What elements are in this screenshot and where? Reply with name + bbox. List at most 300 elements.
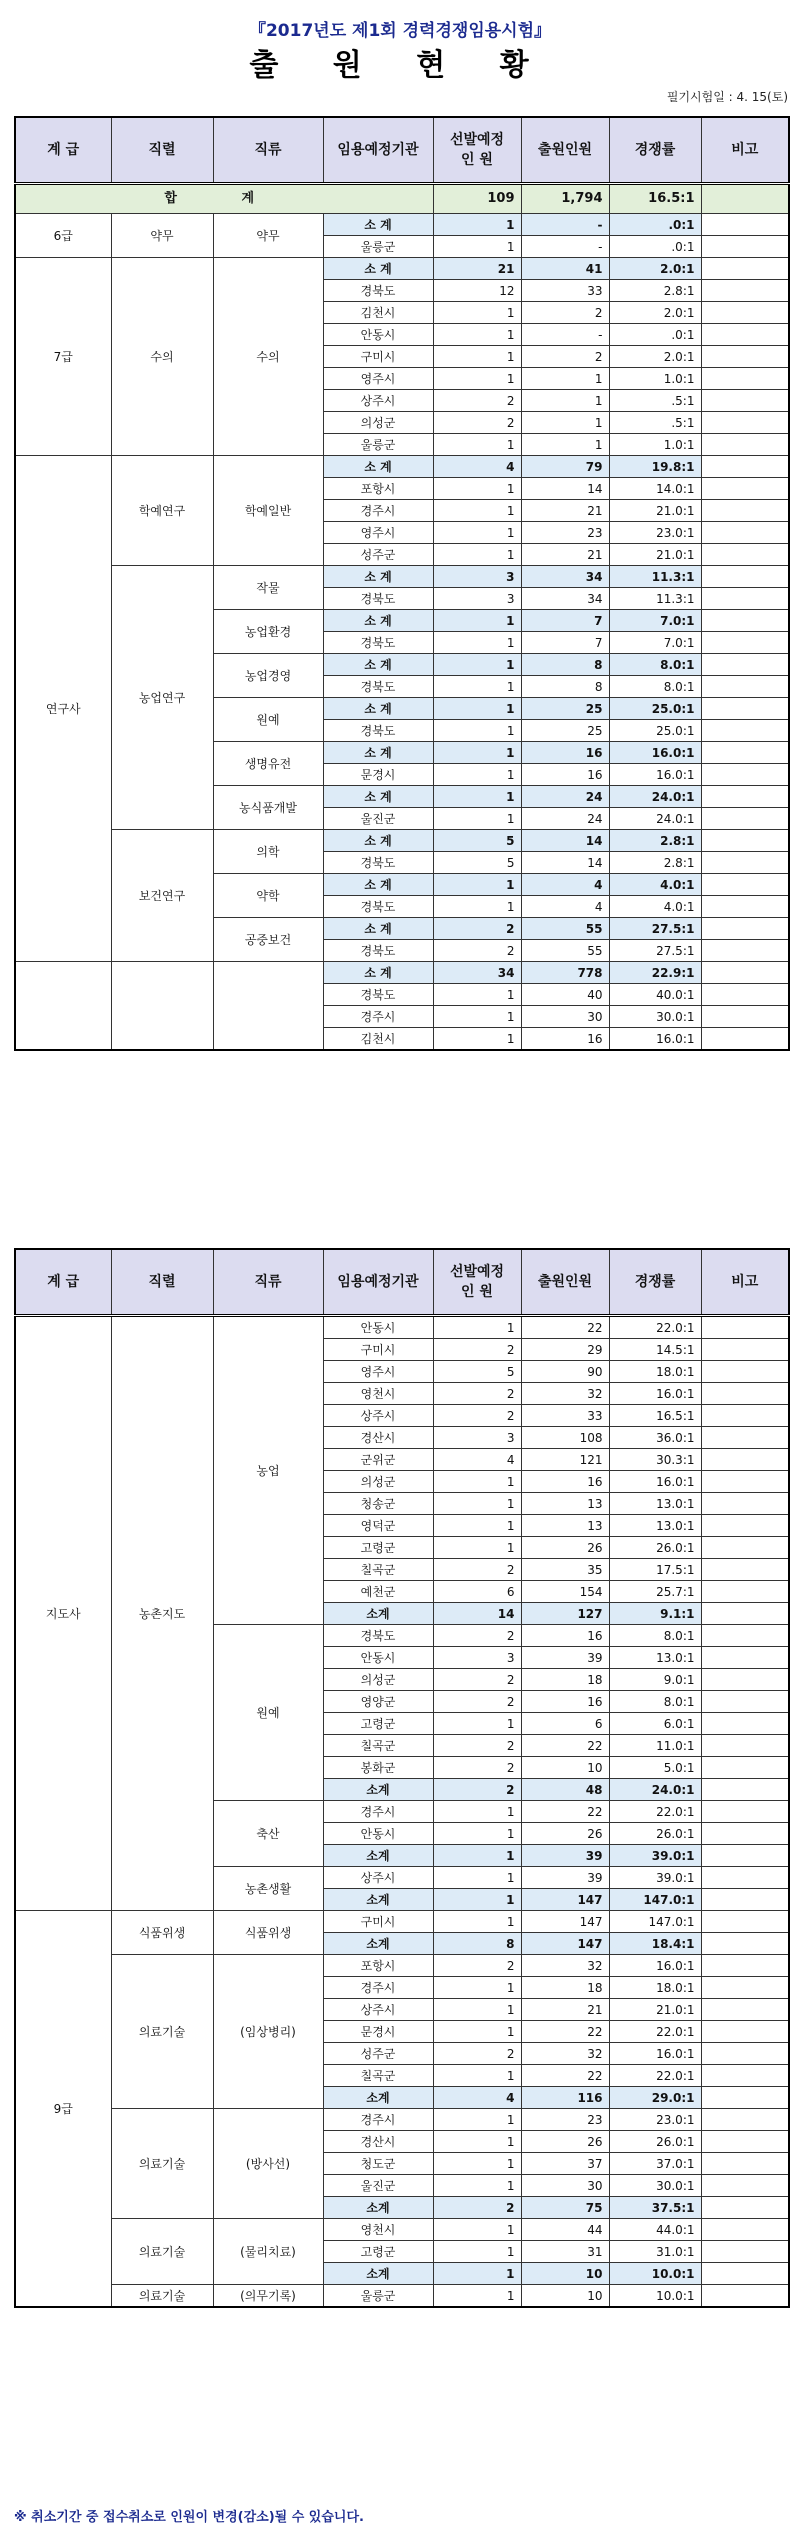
applicants-cell: 26 <box>521 2131 609 2153</box>
ratio-cell: 1.0:1 <box>609 368 701 390</box>
planned-cell: 6 <box>433 1581 521 1603</box>
applicants-cell: 48 <box>521 1779 609 1801</box>
grand-total-ratio: 16.5:1 <box>609 184 701 214</box>
org-cell: 소계 <box>323 1889 433 1911</box>
note-cell <box>701 1471 789 1493</box>
org-cell: 문경시 <box>323 764 433 786</box>
planned-cell: 1 <box>433 654 521 676</box>
note-cell <box>701 1977 789 1999</box>
planned-cell: 1 <box>433 2109 521 2131</box>
applicants-cell: 13 <box>521 1493 609 1515</box>
note-cell <box>701 1625 789 1647</box>
note-cell <box>701 940 789 962</box>
subtotal-row <box>15 962 789 984</box>
org-cell: 상주시 <box>323 1867 433 1889</box>
planned-cell: 1 <box>433 1801 521 1823</box>
applicants-cell: 33 <box>521 280 609 302</box>
note-cell <box>701 984 789 1006</box>
category-cell: 학예일반 <box>213 456 323 566</box>
org-cell: 예천군 <box>323 1581 433 1603</box>
col-series: 직렬 <box>111 117 213 184</box>
applicants-cell: 21 <box>521 500 609 522</box>
org-cell: 영주시 <box>323 1361 433 1383</box>
applicants-cell: 22 <box>521 1316 609 1339</box>
applicants-cell: 41 <box>521 258 609 280</box>
applicant-table-part-1 <box>14 116 790 1051</box>
ratio-cell: 16.0:1 <box>609 742 701 764</box>
org-cell: 상주시 <box>323 1999 433 2021</box>
planned-cell: 1 <box>433 808 521 830</box>
org-cell: 고령군 <box>323 1537 433 1559</box>
org-cell: 상주시 <box>323 1405 433 1427</box>
applicants-cell: 14 <box>521 852 609 874</box>
ratio-cell: .0:1 <box>609 236 701 258</box>
note-cell <box>701 742 789 764</box>
ratio-cell: 14.0:1 <box>609 478 701 500</box>
applicants-cell: 1 <box>521 390 609 412</box>
planned-cell: 1 <box>433 434 521 456</box>
ratio-cell: 9.0:1 <box>609 1669 701 1691</box>
table-row <box>15 1316 789 1339</box>
applicants-cell: 30 <box>521 1006 609 1028</box>
note-cell <box>701 2021 789 2043</box>
ratio-cell: 13.0:1 <box>609 1647 701 1669</box>
note-cell <box>701 1845 789 1867</box>
applicants-cell: 10 <box>521 1757 609 1779</box>
col-applicants: 출원인원 <box>521 1249 609 1316</box>
note-cell <box>701 698 789 720</box>
org-cell: 소계 <box>323 1779 433 1801</box>
table-row <box>15 1911 789 1933</box>
org-cell: 소 계 <box>323 918 433 940</box>
org-cell: 김천시 <box>323 1028 433 1051</box>
org-cell: 소 계 <box>323 874 433 896</box>
note-cell <box>701 1537 789 1559</box>
ratio-cell: 23.0:1 <box>609 2109 701 2131</box>
note-cell <box>701 918 789 940</box>
ratio-cell: 22.0:1 <box>609 1316 701 1339</box>
applicants-cell: 25 <box>521 720 609 742</box>
ratio-cell: 26.0:1 <box>609 1537 701 1559</box>
planned-cell: 21 <box>433 258 521 280</box>
ratio-cell: 19.8:1 <box>609 456 701 478</box>
planned-cell: 5 <box>433 852 521 874</box>
subtotal-row <box>15 830 789 852</box>
org-cell: 문경시 <box>323 2021 433 2043</box>
planned-cell: 1 <box>433 632 521 654</box>
ratio-cell: 22.0:1 <box>609 2021 701 2043</box>
ratio-cell: 40.0:1 <box>609 984 701 1006</box>
series-cell: 약무 <box>111 214 213 258</box>
note-cell <box>701 1647 789 1669</box>
applicants-cell: 13 <box>521 1515 609 1537</box>
applicants-cell: 121 <box>521 1449 609 1471</box>
org-cell: 군위군 <box>323 1449 433 1471</box>
note-cell <box>701 522 789 544</box>
ratio-cell: 147.0:1 <box>609 1889 701 1911</box>
applicants-cell: 1 <box>521 412 609 434</box>
table-row <box>15 1955 789 1977</box>
ratio-cell: 11.3:1 <box>609 566 701 588</box>
category-cell: 작물 <box>213 566 323 610</box>
category-cell: 농업환경 <box>213 610 323 654</box>
note-cell <box>701 1823 789 1845</box>
ratio-cell: 16.0:1 <box>609 764 701 786</box>
note-cell <box>701 2219 789 2241</box>
note-cell <box>701 368 789 390</box>
planned-cell: 12 <box>433 280 521 302</box>
ratio-cell: 24.0:1 <box>609 786 701 808</box>
planned-cell: 2 <box>433 1735 521 1757</box>
series-cell: 식품위생 <box>111 1911 213 1955</box>
grand-total-row <box>15 184 789 214</box>
org-cell: 영덕군 <box>323 1515 433 1537</box>
ratio-cell: 30.0:1 <box>609 2175 701 2197</box>
applicants-cell: 55 <box>521 940 609 962</box>
org-cell: 경북도 <box>323 984 433 1006</box>
ratio-cell: 39.0:1 <box>609 1867 701 1889</box>
note-cell <box>701 1405 789 1427</box>
org-cell: 경북도 <box>323 896 433 918</box>
applicants-cell: - <box>521 214 609 236</box>
planned-cell: 1 <box>433 500 521 522</box>
ratio-cell: 18.0:1 <box>609 1361 701 1383</box>
note-cell <box>701 1801 789 1823</box>
note-cell <box>701 1449 789 1471</box>
grade-cell: 7급 <box>15 258 111 456</box>
org-cell: 봉화군 <box>323 1757 433 1779</box>
ratio-cell: 11.3:1 <box>609 588 701 610</box>
ratio-cell: 26.0:1 <box>609 1823 701 1845</box>
planned-cell: 1 <box>433 1911 521 1933</box>
ratio-cell: 22.0:1 <box>609 2065 701 2087</box>
planned-cell: 5 <box>433 1361 521 1383</box>
ratio-cell: 4.0:1 <box>609 896 701 918</box>
org-cell: 소계 <box>323 2197 433 2219</box>
ratio-cell: 27.5:1 <box>609 940 701 962</box>
note-cell <box>701 896 789 918</box>
planned-cell: 2 <box>433 412 521 434</box>
org-cell: 소계 <box>323 2263 433 2285</box>
ratio-cell: 30.3:1 <box>609 1449 701 1471</box>
org-cell: 칠곡군 <box>323 2065 433 2087</box>
applicants-cell: 22 <box>521 1735 609 1757</box>
note-cell <box>701 390 789 412</box>
category-cell: 수의 <box>213 258 323 456</box>
col-grade: 계 급 <box>15 117 111 184</box>
applicants-cell: 30 <box>521 2175 609 2197</box>
org-cell: 소 계 <box>323 830 433 852</box>
note-cell <box>701 786 789 808</box>
org-cell: 울진군 <box>323 2175 433 2197</box>
applicants-cell: 6 <box>521 1713 609 1735</box>
planned-cell: 1 <box>433 2241 521 2263</box>
note-cell <box>701 1559 789 1581</box>
note-cell <box>701 1361 789 1383</box>
planned-cell: 1 <box>433 742 521 764</box>
applicants-cell: 55 <box>521 918 609 940</box>
planned-cell: 2 <box>433 2043 521 2065</box>
planned-cell: 1 <box>433 1867 521 1889</box>
ratio-cell: 30.0:1 <box>609 1006 701 1028</box>
applicants-cell: 24 <box>521 786 609 808</box>
applicants-cell: 16 <box>521 1028 609 1051</box>
org-cell: 소계 <box>323 1603 433 1625</box>
planned-cell: 1 <box>433 1493 521 1515</box>
grade-cell: 9급 <box>15 1911 111 2308</box>
note-cell <box>701 1955 789 1977</box>
series-cell: 의료기술 <box>111 2219 213 2285</box>
ratio-cell: .5:1 <box>609 390 701 412</box>
ratio-cell: 44.0:1 <box>609 2219 701 2241</box>
applicants-cell: 4 <box>521 874 609 896</box>
org-cell: 의성군 <box>323 1669 433 1691</box>
org-cell: 경북도 <box>323 720 433 742</box>
ratio-cell: .0:1 <box>609 324 701 346</box>
ratio-cell: 5.0:1 <box>609 1757 701 1779</box>
note-cell <box>701 2285 789 2308</box>
applicants-cell: 44 <box>521 2219 609 2241</box>
applicants-cell: 18 <box>521 1977 609 1999</box>
planned-cell: 1 <box>433 1977 521 1999</box>
note-cell <box>701 258 789 280</box>
note-cell <box>701 324 789 346</box>
note-cell <box>701 214 789 236</box>
note-cell <box>701 1669 789 1691</box>
applicant-table-part-2 <box>14 1248 790 2308</box>
planned-cell: 1 <box>433 1713 521 1735</box>
note-cell <box>701 610 789 632</box>
org-cell: 구미시 <box>323 346 433 368</box>
ratio-cell: 13.0:1 <box>609 1493 701 1515</box>
planned-cell: 1 <box>433 2153 521 2175</box>
applicants-cell: 16 <box>521 1691 609 1713</box>
ratio-cell: 21.0:1 <box>609 544 701 566</box>
category-cell: 의학 <box>213 830 323 874</box>
org-cell: 고령군 <box>323 1713 433 1735</box>
applicants-cell: 26 <box>521 1823 609 1845</box>
org-cell: 성주군 <box>323 2043 433 2065</box>
subtotal-row <box>15 566 789 588</box>
applicants-cell: 32 <box>521 2043 609 2065</box>
note-cell <box>701 1603 789 1625</box>
category-cell: 공중보건 <box>213 918 323 962</box>
category-cell: (의무기록) <box>213 2285 323 2308</box>
planned-cell: 1 <box>433 610 521 632</box>
category-cell: 농업경영 <box>213 654 323 698</box>
planned-cell: 1 <box>433 698 521 720</box>
org-cell: 안동시 <box>323 1823 433 1845</box>
applicants-cell: 1 <box>521 368 609 390</box>
note-cell <box>701 2087 789 2109</box>
planned-cell: 5 <box>433 830 521 852</box>
applicants-cell: 23 <box>521 2109 609 2131</box>
planned-cell: 1 <box>433 1537 521 1559</box>
col-grade: 계 급 <box>15 1249 111 1316</box>
col-note: 비고 <box>701 1249 789 1316</box>
note-cell <box>701 280 789 302</box>
note-cell <box>701 654 789 676</box>
note-cell <box>701 1735 789 1757</box>
ratio-cell: 23.0:1 <box>609 522 701 544</box>
applicants-cell: 154 <box>521 1581 609 1603</box>
col-ratio: 경쟁률 <box>609 117 701 184</box>
col-org: 임용예정기관 <box>323 117 433 184</box>
applicants-cell: 16 <box>521 1625 609 1647</box>
series-cell: 수의 <box>111 258 213 456</box>
planned-cell: 2 <box>433 1669 521 1691</box>
org-cell: 경주시 <box>323 1006 433 1028</box>
org-cell: 영양군 <box>323 1691 433 1713</box>
ratio-cell: 14.5:1 <box>609 1339 701 1361</box>
org-cell: 소 계 <box>323 786 433 808</box>
ratio-cell: 10.0:1 <box>609 2263 701 2285</box>
ratio-cell: 4.0:1 <box>609 874 701 896</box>
applicants-cell: 37 <box>521 2153 609 2175</box>
ratio-cell: 2.0:1 <box>609 258 701 280</box>
planned-cell: 1 <box>433 2263 521 2285</box>
planned-cell: 1 <box>433 1316 521 1339</box>
applicants-cell: 4 <box>521 896 609 918</box>
ratio-cell: 2.8:1 <box>609 830 701 852</box>
org-cell: 상주시 <box>323 390 433 412</box>
ratio-cell: 7.0:1 <box>609 610 701 632</box>
planned-cell: 1 <box>433 1999 521 2021</box>
org-cell: 소 계 <box>323 258 433 280</box>
org-cell: 김천시 <box>323 302 433 324</box>
planned-cell: 1 <box>433 522 521 544</box>
col-category: 직류 <box>213 1249 323 1316</box>
ratio-cell: 31.0:1 <box>609 2241 701 2263</box>
ratio-cell: 25.0:1 <box>609 698 701 720</box>
series-cell <box>111 962 213 1051</box>
note-cell <box>701 544 789 566</box>
note-cell <box>701 236 789 258</box>
ratio-cell: 24.0:1 <box>609 1779 701 1801</box>
ratio-cell: 2.8:1 <box>609 280 701 302</box>
planned-cell: 8 <box>433 1933 521 1955</box>
note-cell <box>701 874 789 896</box>
note-cell <box>701 830 789 852</box>
note-cell <box>701 2109 789 2131</box>
planned-cell: 2 <box>433 1625 521 1647</box>
series-cell: 의료기술 <box>111 1955 213 2109</box>
category-cell: 약무 <box>213 214 323 258</box>
ratio-cell: .0:1 <box>609 214 701 236</box>
ratio-cell: 9.1:1 <box>609 1603 701 1625</box>
category-cell: 원예 <box>213 698 323 742</box>
applicants-cell: 2 <box>521 302 609 324</box>
planned-cell: 1 <box>433 896 521 918</box>
note-cell <box>701 1028 789 1051</box>
col-note: 비고 <box>701 117 789 184</box>
planned-cell: 2 <box>433 1779 521 1801</box>
applicants-cell: 14 <box>521 478 609 500</box>
planned-cell: 2 <box>433 1955 521 1977</box>
table-row <box>15 2109 789 2131</box>
applicants-cell: 16 <box>521 764 609 786</box>
planned-cell: 1 <box>433 368 521 390</box>
planned-cell: 1 <box>433 2219 521 2241</box>
org-cell: 포항시 <box>323 478 433 500</box>
ratio-cell: 37.5:1 <box>609 2197 701 2219</box>
note-cell <box>701 434 789 456</box>
ratio-cell: .5:1 <box>609 412 701 434</box>
ratio-cell: 21.0:1 <box>609 500 701 522</box>
org-cell: 경북도 <box>323 280 433 302</box>
applicants-cell: 21 <box>521 544 609 566</box>
category-cell: 생명유전 <box>213 742 323 786</box>
org-cell: 경북도 <box>323 676 433 698</box>
planned-cell: 1 <box>433 874 521 896</box>
ratio-cell: 16.0:1 <box>609 1955 701 1977</box>
exam-date: 필기시험일 : 4. 15(토) <box>666 90 788 104</box>
note-cell <box>701 2131 789 2153</box>
ratio-cell: 22.0:1 <box>609 1801 701 1823</box>
ratio-cell: 39.0:1 <box>609 1845 701 1867</box>
planned-cell: 2 <box>433 390 521 412</box>
note-cell <box>701 2263 789 2285</box>
planned-cell: 14 <box>433 1603 521 1625</box>
planned-cell: 1 <box>433 1889 521 1911</box>
note-cell <box>701 2175 789 2197</box>
org-cell: 영주시 <box>323 368 433 390</box>
subtotal-row <box>15 214 789 236</box>
ratio-cell: 36.0:1 <box>609 1427 701 1449</box>
col-planned <box>433 117 521 184</box>
applicants-cell: - <box>521 324 609 346</box>
org-cell: 경주시 <box>323 1977 433 1999</box>
applicants-cell: 39 <box>521 1845 609 1867</box>
planned-cell: 1 <box>433 324 521 346</box>
applicants-cell: 39 <box>521 1867 609 1889</box>
org-cell: 영천시 <box>323 1383 433 1405</box>
applicants-cell: 127 <box>521 1603 609 1625</box>
applicants-cell: 16 <box>521 742 609 764</box>
applicants-cell: 24 <box>521 808 609 830</box>
ratio-cell: 2.0:1 <box>609 302 701 324</box>
note-cell <box>701 764 789 786</box>
ratio-cell: 27.5:1 <box>609 918 701 940</box>
applicants-cell: 7 <box>521 632 609 654</box>
planned-cell: 1 <box>433 2285 521 2308</box>
applicants-cell: 10 <box>521 2285 609 2308</box>
planned-cell: 2 <box>433 2197 521 2219</box>
note-cell <box>701 588 789 610</box>
ratio-cell: 29.0:1 <box>609 2087 701 2109</box>
org-cell: 구미시 <box>323 1911 433 1933</box>
applicants-cell: 75 <box>521 2197 609 2219</box>
note-cell <box>701 1383 789 1405</box>
org-cell: 소 계 <box>323 566 433 588</box>
org-cell: 소계 <box>323 1933 433 1955</box>
col-category: 직류 <box>213 117 323 184</box>
category-cell: 축산 <box>213 1801 323 1867</box>
note-cell <box>701 632 789 654</box>
ratio-cell: 22.9:1 <box>609 962 701 984</box>
applicants-cell: 31 <box>521 2241 609 2263</box>
applicants-cell: 79 <box>521 456 609 478</box>
planned-cell: 1 <box>433 1515 521 1537</box>
note-cell <box>701 478 789 500</box>
note-cell <box>701 1757 789 1779</box>
col-planned <box>433 1249 521 1316</box>
applicants-cell: 778 <box>521 962 609 984</box>
table-row <box>15 2219 789 2241</box>
ratio-cell: 2.0:1 <box>609 346 701 368</box>
category-cell: (방사선) <box>213 2109 323 2219</box>
applicants-cell: 25 <box>521 698 609 720</box>
